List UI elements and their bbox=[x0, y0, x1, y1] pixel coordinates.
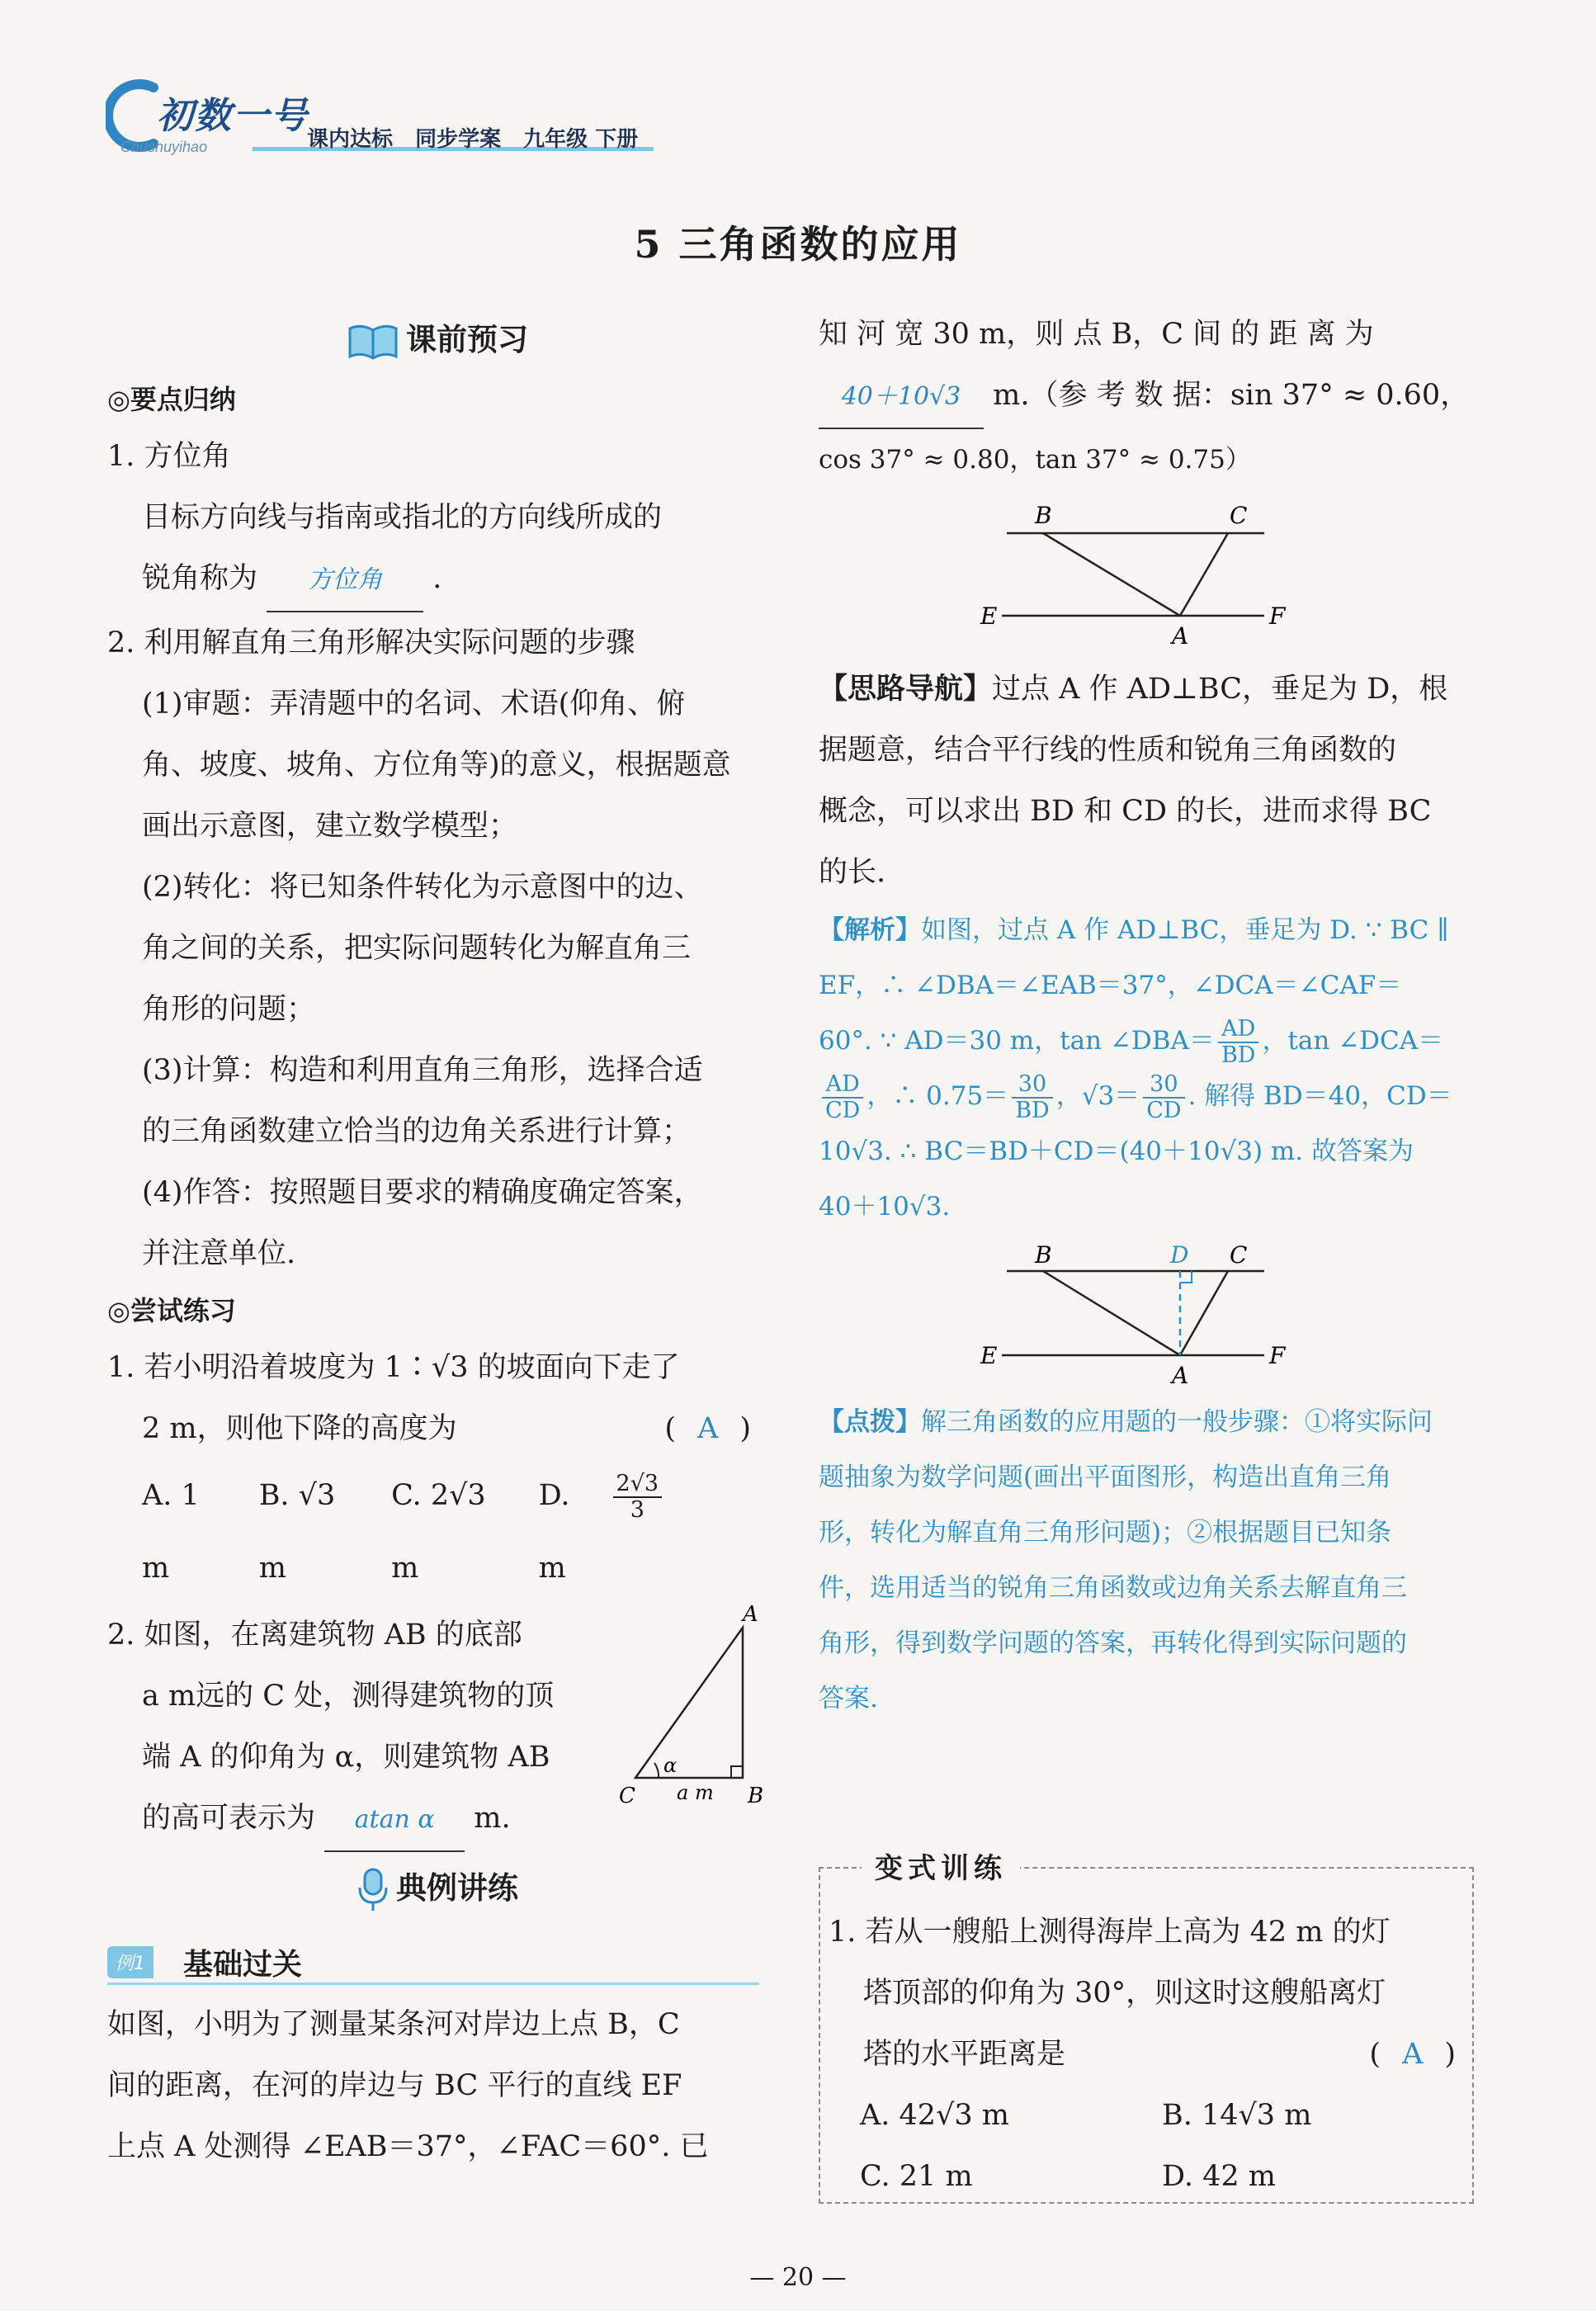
point1-text bbox=[107, 548, 767, 612]
text-span: ，tan ∠DCA＝ bbox=[1262, 1026, 1444, 1056]
option bbox=[539, 1459, 767, 1604]
solution-line bbox=[819, 1069, 1479, 1124]
tip-line: 题抽象为数学问题(画出平面图形，构造出直角三角 bbox=[819, 1463, 1392, 1492]
text-span: m.（参 考 数 据：sin 37° ≈ 0.60， bbox=[993, 379, 1470, 412]
text-span: . 解得 BD＝40，CD＝ bbox=[1188, 1081, 1452, 1111]
paren: ) bbox=[1444, 2038, 1456, 2071]
text-span: 过点 A 作 AD⊥BC，垂足为 D，根 bbox=[992, 673, 1448, 706]
answer-blank: atan α bbox=[324, 1789, 465, 1852]
training-heading-text: 变式训练 bbox=[875, 1852, 1007, 1885]
example-label: 基础过关 bbox=[183, 1948, 303, 1982]
question-2-line: 端 A 的仰角为 α，则建筑物 AB bbox=[142, 1741, 550, 1774]
denominator: 3 bbox=[630, 1496, 645, 1523]
section-heading-examples bbox=[107, 1855, 767, 1921]
step-line: 角、坡度、坡角、方位角等)的意义，根据题意 bbox=[142, 749, 731, 782]
denominator: CD bbox=[825, 1097, 861, 1123]
microphone-icon bbox=[357, 1868, 390, 1912]
triangle-shape bbox=[635, 1628, 743, 1778]
logo-subtext: Chushuyihao bbox=[120, 139, 208, 155]
guide-line: 概念，可以求出 BD 和 CD 的长，进而求得 BC bbox=[819, 795, 1432, 828]
fraction bbox=[1012, 1072, 1053, 1123]
label-C: C bbox=[1230, 1241, 1248, 1269]
right-angle-mark bbox=[731, 1766, 743, 1778]
label-B: B bbox=[1035, 502, 1052, 529]
solution-tag: 【解析】 bbox=[819, 915, 921, 945]
numerator: 30 bbox=[1143, 1072, 1184, 1099]
text-span: ，∴ 0.75＝ bbox=[866, 1081, 1009, 1111]
header-tag: 同步学案 bbox=[415, 127, 502, 152]
example-problem-line bbox=[819, 365, 1479, 429]
label-E: E bbox=[980, 603, 998, 630]
label-C: C bbox=[619, 1784, 635, 1808]
question-1-line bbox=[107, 1398, 767, 1459]
book-icon bbox=[347, 324, 399, 360]
step-line: (4)作答：按照题目要求的精确度确定答案， bbox=[142, 1176, 703, 1209]
answer-blank: 40＋10√3 bbox=[819, 366, 984, 429]
answer-choice: A bbox=[697, 1412, 719, 1445]
option: D. 42 m bbox=[1162, 2160, 1276, 2193]
page-title: 5 三角函数的应用 bbox=[634, 222, 962, 267]
step-line: (3)计算：构造和利用直角三角形，选择合适 bbox=[142, 1054, 703, 1087]
tip-line bbox=[819, 1395, 1479, 1450]
answer-blank: 方位角 bbox=[267, 550, 423, 612]
section-heading-prestudy bbox=[107, 307, 767, 373]
example-tag: 例1 bbox=[107, 1946, 153, 1978]
fraction bbox=[1218, 1017, 1259, 1068]
left-column bbox=[107, 307, 767, 2177]
step-line: 的三角函数建立恰当的边角关系进行计算； bbox=[142, 1115, 692, 1148]
solution-line bbox=[819, 1014, 1479, 1069]
point1-text: 目标方向线与指南或指北的方向线所成的 bbox=[142, 501, 663, 534]
label-D: D bbox=[1170, 1241, 1189, 1269]
answer-choice: A bbox=[1402, 2038, 1424, 2071]
step-line: 角之间的关系，把实际问题转化为解直角三 bbox=[142, 932, 692, 965]
line-AC bbox=[1180, 1271, 1228, 1355]
solution-line: 10√3. ∴ BC＝BD＋CD＝(40＋10√3) m. 故答案为 bbox=[819, 1137, 1414, 1166]
fraction bbox=[1143, 1072, 1184, 1123]
paren: ) bbox=[739, 1412, 751, 1445]
guide-line: 的长. bbox=[819, 856, 886, 889]
logo-text: 初数一号 bbox=[157, 95, 309, 137]
option: A. 42√3 m bbox=[860, 2099, 1009, 2132]
section-heading-text: 典例讲练 bbox=[396, 1870, 518, 1906]
text-span: 2 m，则他下降的高度为 bbox=[142, 1412, 457, 1445]
paren: ( bbox=[1369, 2038, 1381, 2071]
river-figure-2 bbox=[819, 1235, 1479, 1392]
training-question-line: 1. 若从一艘船上测得海岸上高为 42 m 的灯 bbox=[829, 1916, 1391, 1949]
tip-line: 形，转化为解直角三角形问题)；②根据题目已知条 bbox=[819, 1518, 1392, 1548]
header-tags bbox=[307, 122, 653, 153]
text-span: 锐角称为 bbox=[142, 562, 258, 595]
solution-line: 40＋10√3. bbox=[819, 1192, 951, 1222]
training-options bbox=[829, 2085, 1464, 2207]
option: C. 2√3 m bbox=[391, 1479, 486, 1585]
option: B. 14√3 m bbox=[1162, 2099, 1312, 2132]
label-A: A bbox=[1172, 1362, 1189, 1389]
tip-line: 答案. bbox=[819, 1684, 878, 1713]
point2-title: 2. 利用解直角三角形解决实际问题的步骤 bbox=[107, 626, 635, 659]
example-problem-line: 如图，小明为了测量某条河对岸边上点 B，C bbox=[107, 2008, 680, 2041]
line-AB bbox=[1043, 533, 1180, 616]
example-problem-line: cos 37° ≈ 0.80，tan 37° ≈ 0.75） bbox=[819, 445, 1251, 475]
fraction bbox=[822, 1072, 863, 1123]
option: A. 1 m bbox=[142, 1479, 200, 1585]
example-rule bbox=[107, 1983, 759, 1985]
step-line: (2)转化：将已知条件转化为示意图中的边、 bbox=[142, 871, 703, 904]
text-span: 塔的水平距离是 bbox=[863, 2038, 1066, 2071]
text-span: 解三角函数的应用题的一般步骤：①将实际问 bbox=[921, 1407, 1433, 1437]
solution-block bbox=[819, 903, 1479, 1235]
variant-training-box bbox=[819, 1852, 1474, 2204]
guide-line bbox=[819, 659, 1479, 720]
text-span: m. bbox=[474, 1802, 511, 1835]
unit: m bbox=[538, 1552, 566, 1585]
fraction bbox=[613, 1472, 702, 1523]
numerator: 2√3 bbox=[613, 1472, 663, 1498]
tip-tag: 【点拨】 bbox=[819, 1407, 921, 1437]
right-column bbox=[819, 304, 1479, 1727]
question-2 bbox=[107, 1604, 767, 1852]
text-span: 60°. ∵ AD＝30 m，tan ∠DBA＝ bbox=[819, 1026, 1215, 1056]
guide-line: 据题意，结合平行线的性质和锐角三角函数的 bbox=[819, 734, 1397, 767]
step-line: 画出示意图，建立数学模型； bbox=[142, 810, 518, 843]
page-number: — 20 — bbox=[749, 2263, 847, 2292]
example-problem-line: 间的距离，在河的岸边与 BC 平行的直线 EF bbox=[107, 2069, 682, 2102]
right-angle-mark bbox=[1180, 1271, 1192, 1283]
tip-block bbox=[819, 1395, 1479, 1727]
solution-line: EF，∴ ∠DBA＝∠EAB＝37°，∠DCA＝∠CAF＝ bbox=[819, 971, 1402, 1000]
training-question-line bbox=[829, 2024, 1464, 2085]
text-span: 如图，过点 A 作 AD⊥BC，垂足为 D. ∵ BC ∥ bbox=[921, 915, 1449, 945]
line-AC bbox=[1180, 533, 1228, 616]
question-1-options bbox=[107, 1459, 767, 1604]
training-question-line: 塔顶部的仰角为 30°，则这时这艘船离灯 bbox=[863, 1977, 1386, 2010]
option: B. √3 m bbox=[258, 1479, 336, 1585]
denominator: BD bbox=[1015, 1097, 1050, 1123]
label-C: C bbox=[1230, 502, 1248, 529]
label-A: A bbox=[1172, 622, 1189, 650]
training-heading bbox=[862, 1845, 1020, 1886]
label-F: F bbox=[1269, 603, 1286, 630]
numerator: AD bbox=[822, 1072, 863, 1099]
label-am: a m bbox=[677, 1781, 714, 1804]
numerator: AD bbox=[1218, 1017, 1259, 1043]
question-1-line: 1. 若小明沿着坡度为 1∶√3 的坡面向下走了 bbox=[107, 1351, 680, 1384]
label-E: E bbox=[980, 1342, 998, 1369]
question-2-line: 2. 如图，在离建筑物 AB 的底部 bbox=[107, 1619, 522, 1652]
answer-paren bbox=[1369, 2024, 1456, 2085]
line-AB bbox=[1043, 1271, 1180, 1355]
practice-heading: ◎尝试练习 bbox=[107, 1295, 236, 1326]
point1-title: 1. 方位角 bbox=[107, 440, 231, 473]
header-tag: 课内达标 bbox=[307, 127, 394, 152]
example-problem-line: 上点 A 处测得 ∠EAB＝37°，∠FAC＝60°. 已 bbox=[107, 2130, 709, 2163]
paren: ( bbox=[664, 1412, 677, 1445]
key-points-heading: ◎要点归纳 bbox=[107, 384, 236, 415]
denominator: CD bbox=[1146, 1097, 1182, 1123]
text-span: ，√3＝ bbox=[1055, 1081, 1140, 1111]
triangle-figure bbox=[611, 1604, 776, 1819]
label-A: A bbox=[743, 1604, 758, 1627]
tip-line: 角形，得到数学问题的答案，再转化得到实际问题的 bbox=[819, 1628, 1407, 1658]
step-line: 并注意单位. bbox=[142, 1237, 296, 1270]
option-label: D. bbox=[538, 1479, 570, 1512]
angle-arc bbox=[654, 1763, 659, 1778]
numerator: 30 bbox=[1012, 1072, 1053, 1099]
river-figure-1 bbox=[819, 490, 1479, 655]
denominator: BD bbox=[1221, 1042, 1256, 1068]
header-tag: 九年级 下册 bbox=[523, 127, 639, 152]
section-heading-text: 课前预习 bbox=[406, 322, 528, 357]
example-bar bbox=[107, 1938, 767, 1987]
label-F: F bbox=[1269, 1342, 1286, 1369]
guide-tag: 【思路导航】 bbox=[819, 672, 993, 706]
answer-paren bbox=[664, 1398, 751, 1459]
label-B: B bbox=[748, 1784, 764, 1808]
label-alpha: α bbox=[663, 1754, 678, 1777]
option: C. 21 m bbox=[860, 2160, 973, 2193]
step-line: (1)审题：弄清题中的名词、术语(仰角、俯 bbox=[142, 688, 686, 721]
step-line: 角形的问题； bbox=[142, 993, 316, 1026]
question-2-line: a m远的 C 处，测得建筑物的顶 bbox=[142, 1680, 555, 1713]
text-span: 的高可表示为 bbox=[142, 1802, 316, 1835]
text-span: . bbox=[432, 562, 442, 595]
solution-line bbox=[819, 903, 1479, 958]
training-body bbox=[829, 1902, 1464, 2207]
example-problem-line: 知 河 宽 30 m，则 点 B，C 间 的 距 离 为 bbox=[819, 318, 1374, 351]
label-B: B bbox=[1035, 1241, 1052, 1269]
tip-line: 件，选用适当的锐角三角函数或边角关系去解直角三 bbox=[819, 1573, 1407, 1603]
